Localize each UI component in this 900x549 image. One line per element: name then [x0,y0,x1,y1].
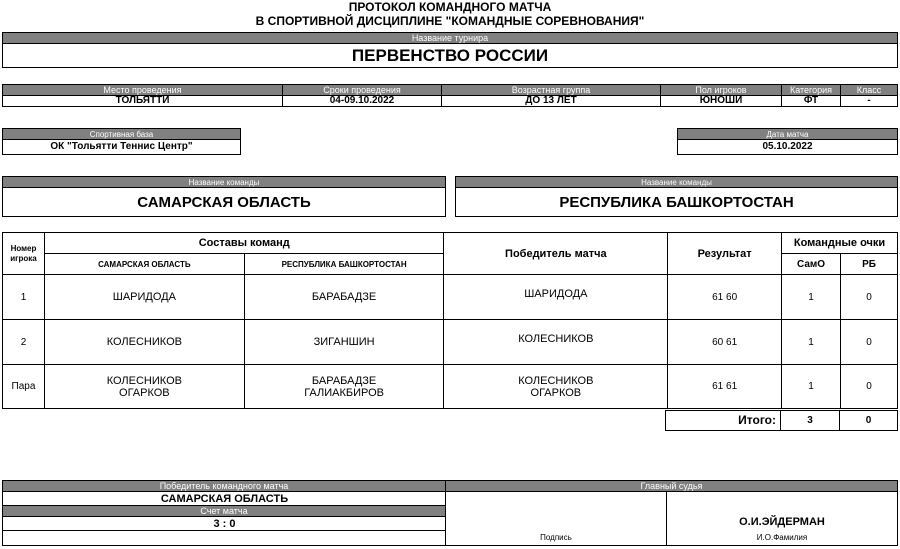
player-name: ОГАРКОВ [119,386,170,399]
player-name: КОЛЕСНИКОВ [106,374,182,387]
team1-name: САМАРСКАЯ ОБЛАСТЬ [2,187,446,217]
row-winner [444,275,668,320]
player-name: ГАЛИАКБИРОВ [304,386,384,399]
row-team2-players [244,365,444,409]
team2-name: РЕСПУБЛИКА БАШКОРТОСТАН [455,187,898,217]
team1-label: Название команды [2,176,446,188]
judge-label: Главный судья [445,480,898,492]
row-result: 60 61 [668,320,782,365]
score-label: Счет матча [2,505,446,517]
player-name: КОЛЕСНИКОВ [518,374,594,387]
judge-name: О.И.ЭЙДЕРМАН [739,516,825,528]
tournament-name: ПЕРВЕНСТВО РОССИИ [2,43,898,68]
player-name: ШАРИДОДА [112,291,176,303]
result-header: Результат [668,233,782,275]
player-name: БАРАБАДЗЕ [311,291,377,303]
totals-row [665,410,898,431]
table-row [3,365,898,409]
title-line-1: ПРОТОКОЛ КОМАНДНОГО МАТЧА [348,0,552,14]
winner-header: Победитель матча [444,233,668,275]
winner-label: Победитель командного матча [2,480,446,492]
row-player-no: 2 [3,320,45,365]
venue-value: ОК "Тольятти Теннис Центр" [2,139,241,155]
dates-value: 04-09.10.2022 [282,95,442,107]
player-name: БАРАБАДЗЕ [311,374,377,387]
row-team1-player [44,320,244,365]
player-name: ОГАРКОВ [530,386,582,399]
rosters-header: Составы команд [44,233,444,254]
age-group-value: ДО 13 ЛЕТ [441,95,661,107]
results-table [2,232,898,409]
roster-team1-header: САМАРСКАЯ ОБЛАСТЬ [44,254,244,275]
row-points-team2: 0 [841,365,898,409]
table-row [3,320,898,365]
player-name: ЗИГАНШИН [313,336,375,348]
category-value: ФТ [781,95,841,107]
player-no-header: Номер игрока [3,233,45,275]
total-points-team2: 0 [865,415,872,426]
row-points-team2: 0 [841,275,898,320]
row-winner [444,320,668,365]
gender-value: ЮНОШИ [660,95,782,107]
row-team1-player [44,275,244,320]
category-label: Категория [781,84,841,96]
footer-block [2,480,898,546]
class-label: Класс [840,84,898,96]
place-value: ТОЛЬЯТТИ [2,95,283,107]
match-date-value: 05.10.2022 [677,139,898,155]
gender-label: Пол игроков [660,84,782,96]
player-name: КОЛЕСНИКОВ [518,333,594,345]
place-label: Место проведения [2,84,283,96]
row-team1-players [44,365,244,409]
player-name: КОЛЕСНИКОВ [106,336,182,348]
class-value: - [840,95,898,107]
roster-team2-header: РЕСПУБЛИКА БАШКОРТОСТАН [244,254,444,275]
row-team2-player [244,320,444,365]
row-team2-player [244,275,444,320]
player-name: ШАРИДОДА [524,288,588,300]
row-player-no: Пара [3,365,45,409]
table-row [3,275,898,320]
points-team2-header: РБ [841,254,898,275]
total-points-team1: 3 [781,411,840,430]
row-points-team1: 1 [782,365,841,409]
row-points-team1: 1 [782,320,841,365]
row-result: 61 61 [668,365,782,409]
signature-label: Подпись [540,533,572,542]
row-points-team1: 1 [782,275,841,320]
points-team1-header: СамО [782,254,841,275]
row-points-team2: 0 [841,320,898,365]
age-group-label: Возрастная группа [441,84,661,96]
venue-label: Спортивная база [2,128,241,140]
total-label: Итого: [666,411,781,430]
match-date-label: Дата матча [677,128,898,140]
row-winners [444,365,668,409]
judge-name-label: И.О.Фамилия [756,533,808,542]
tournament-label: Название турнира [2,32,898,44]
team2-label: Название команды [455,176,898,188]
row-player-no: 1 [3,275,45,320]
winner-value: САМАРСКАЯ ОБЛАСТЬ [160,493,289,505]
row-result: 61 60 [668,275,782,320]
title-line-2: В СПОРТИВНОЙ ДИСЦИПЛИНЕ "КОМАНДНЫЕ СОРЕВНОВАНИЯ" [255,14,645,28]
dates-label: Сроки проведения [282,84,442,96]
score-value: 3 : 0 [3,517,446,531]
team-points-header: Командные очки [782,233,898,254]
